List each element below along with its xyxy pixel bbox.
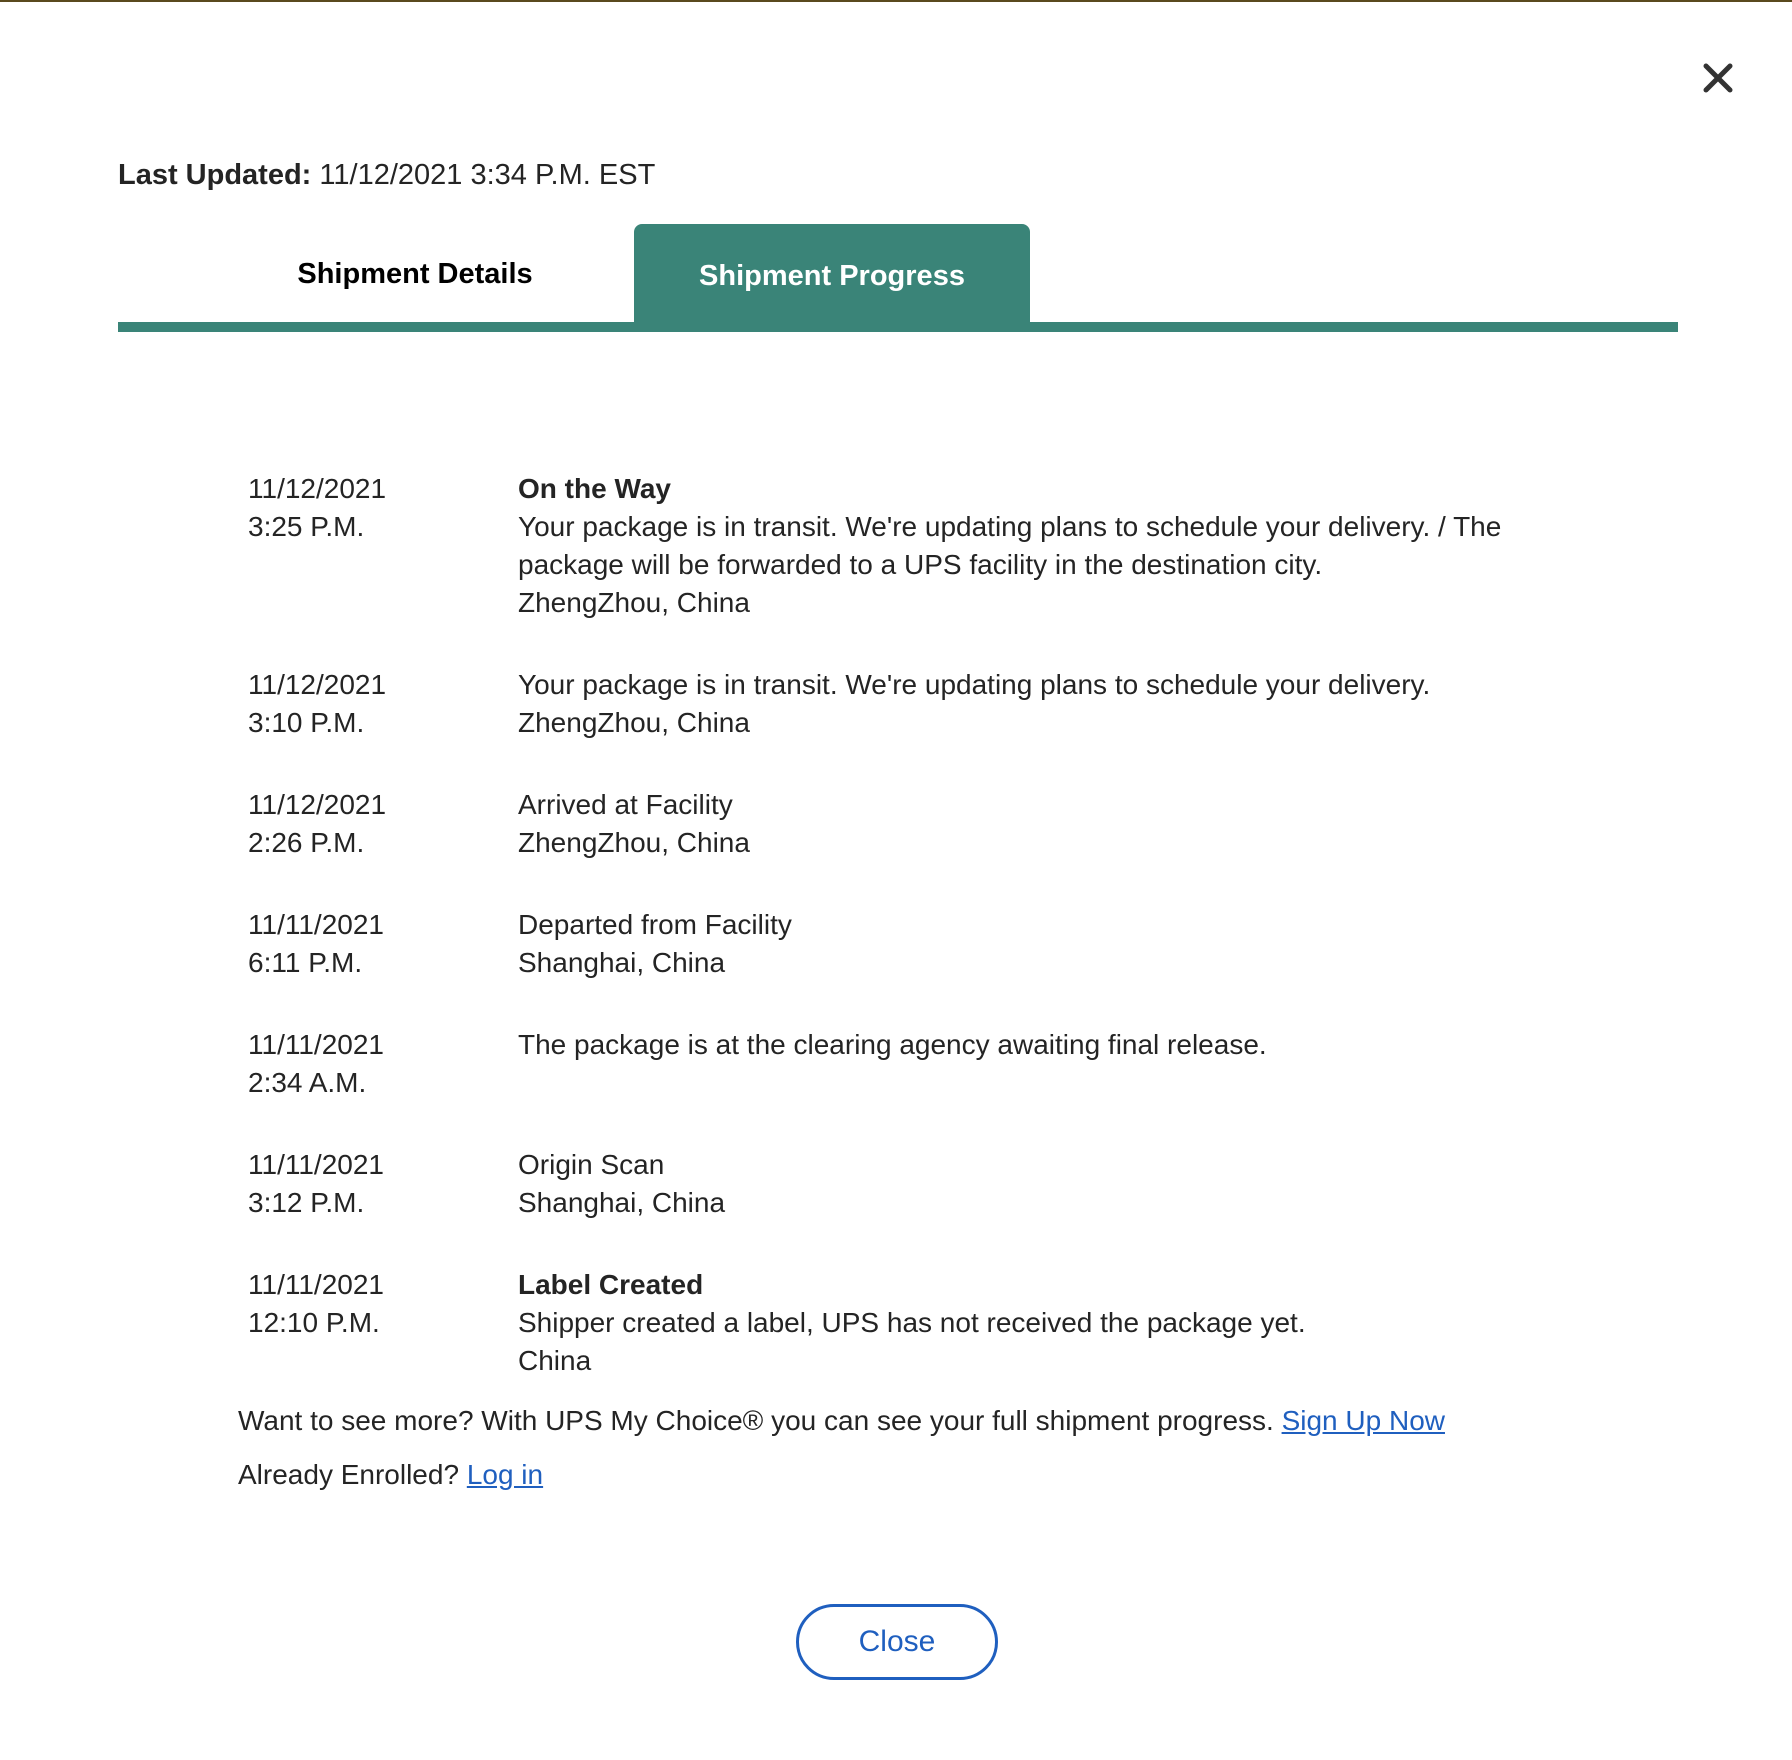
event-date: 11/11/2021 xyxy=(248,1149,384,1180)
progress-list xyxy=(248,470,1548,1424)
event-description: Departed from Facility xyxy=(518,909,792,940)
event-location: ZhengZhou, China xyxy=(518,707,750,738)
log-in-link[interactable]: Log in xyxy=(466,1459,544,1490)
event-details xyxy=(518,1146,1518,1222)
close-icon[interactable] xyxy=(1696,56,1740,100)
event-date: 11/12/2021 xyxy=(248,669,387,700)
enrolled-text: Already Enrolled? xyxy=(238,1459,467,1490)
event-status: Label Created xyxy=(518,1269,704,1300)
event-date: 11/11/2021 xyxy=(248,909,384,940)
event-location: ZhengZhou, China xyxy=(518,587,750,618)
event-description: Origin Scan xyxy=(518,1149,665,1180)
sign-up-now-link[interactable]: Sign Up Now xyxy=(1281,1405,1445,1436)
event-time: 2:34 A.M. xyxy=(248,1067,367,1098)
event-time: 12:10 P.M. xyxy=(248,1307,380,1338)
progress-event-row xyxy=(248,666,1548,742)
event-location: China xyxy=(518,1345,592,1376)
event-details xyxy=(518,666,1518,742)
event-location: Shanghai, China xyxy=(518,1187,726,1218)
progress-event-row xyxy=(248,470,1548,622)
event-details xyxy=(518,1026,1518,1102)
event-time: 2:26 P.M. xyxy=(248,827,365,858)
promo-text-line xyxy=(238,1402,1638,1440)
event-description: Your package is in transit. We're updating plans to schedule your delivery. xyxy=(518,669,1431,700)
tab-label: Shipment Details xyxy=(297,257,533,290)
last-updated xyxy=(118,158,655,192)
event-datetime xyxy=(248,470,518,622)
my-choice-promo xyxy=(238,1402,1638,1510)
event-time: 3:25 P.M. xyxy=(248,511,365,542)
last-updated-label: Last Updated: xyxy=(118,159,312,191)
progress-event-row xyxy=(248,1146,1548,1222)
event-datetime xyxy=(248,1146,518,1222)
event-details xyxy=(518,786,1518,862)
event-location: ZhengZhou, China xyxy=(518,827,750,858)
enrolled-text-line xyxy=(238,1456,1638,1494)
event-description: The package is at the clearing agency awaiting final release. xyxy=(518,1029,1267,1060)
tab-bar xyxy=(118,224,1678,332)
event-date: 11/11/2021 xyxy=(248,1269,384,1300)
event-date: 11/12/2021 xyxy=(248,473,387,504)
event-status: On the Way xyxy=(518,473,671,504)
tab-label: Shipment Progress xyxy=(699,259,965,292)
event-date: 11/12/2021 xyxy=(248,789,387,820)
tab-shipment-progress[interactable] xyxy=(634,224,1030,328)
event-description: Your package is in transit. We're updating plans to schedule your delivery. / The package will be forwarded to a UPS facility in the destination city. xyxy=(518,511,1502,580)
progress-event-row xyxy=(248,786,1548,862)
event-time: 3:10 P.M. xyxy=(248,707,365,738)
promo-text: Want to see more? With UPS My Choice® you can see your full shipment progress. xyxy=(238,1405,1282,1436)
event-time: 3:12 P.M. xyxy=(248,1187,365,1218)
event-time: 6:11 P.M. xyxy=(248,947,363,978)
event-details xyxy=(518,470,1518,622)
event-datetime xyxy=(248,666,518,742)
last-updated-value: 11/12/2021 3:34 P.M. EST xyxy=(311,159,656,191)
event-location: Shanghai, China xyxy=(518,947,726,978)
top-border xyxy=(0,0,1792,2)
event-description: Shipper created a label, UPS has not received the package yet. xyxy=(518,1307,1306,1338)
event-description: Arrived at Facility xyxy=(518,789,733,820)
event-datetime xyxy=(248,1026,518,1102)
event-datetime xyxy=(248,1266,518,1380)
event-datetime xyxy=(248,906,518,982)
event-date: 11/11/2021 xyxy=(248,1029,384,1060)
tab-shipment-details[interactable] xyxy=(278,224,552,324)
event-datetime xyxy=(248,786,518,862)
progress-event-row xyxy=(248,906,1548,982)
progress-event-row xyxy=(248,1026,1548,1102)
event-details xyxy=(518,906,1518,982)
close-button[interactable]: Close xyxy=(796,1604,998,1680)
progress-event-row xyxy=(248,1266,1548,1380)
event-details xyxy=(518,1266,1518,1380)
